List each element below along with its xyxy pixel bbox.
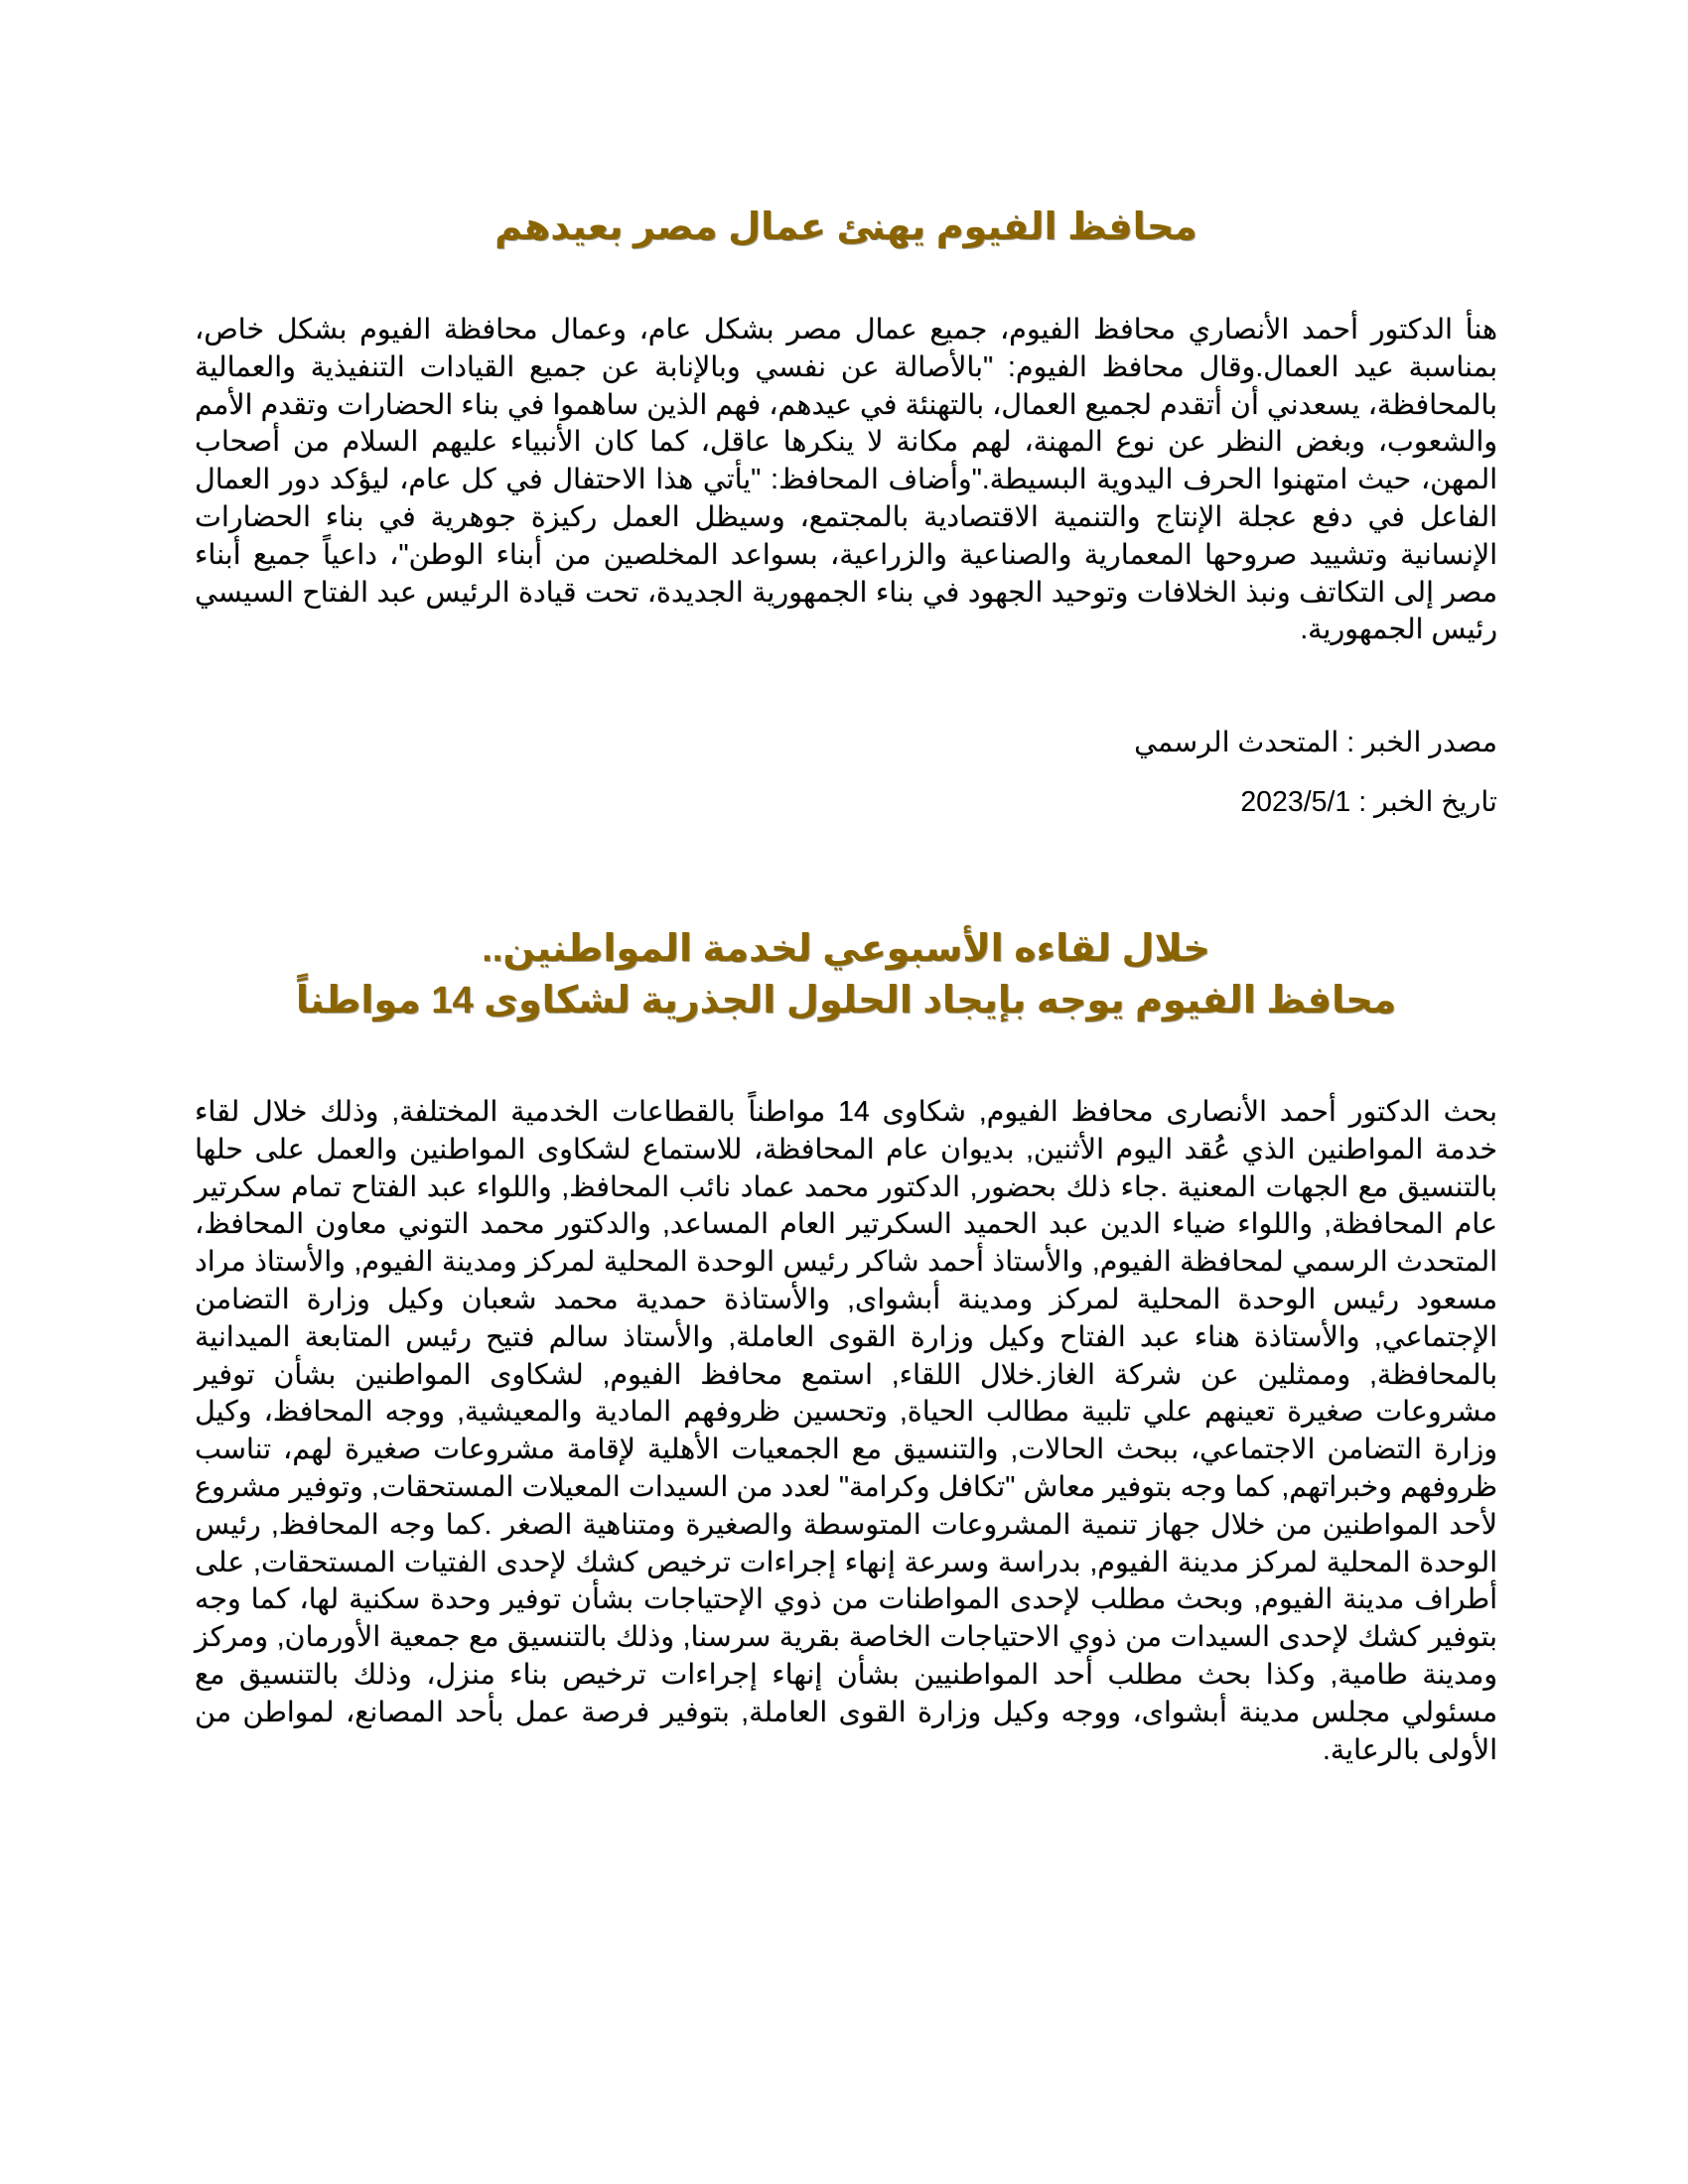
news-source: مصدر الخبر : المتحدث الرسمي (1134, 727, 1497, 758)
headline-line-2: محافظ الفيوم يوجه بإيجاد الحلول الجذرية لشكاوى 14 مواطناً (295, 980, 1397, 1022)
headline-line-1: خلال لقاءه الأسبوعي لخدمة المواطنين.. (482, 928, 1210, 970)
article-headline (195, 923, 1497, 1026)
article-headline: محافظ الفيوم يهنئ عمال مصر بعيدهم (494, 206, 1197, 248)
article-body: بحث الدكتور أحمد الأنصارى محافظ الفيوم, شكاوى 14 مواطناً بالقطاعات الخدمية المختلفة, وذلك خلال لقاء خدمة المواطنين الذي عُقد اليوم الأثنين, بديوان عام المحافظة، للاستماع لشكاوى المواطنين والعمل على حلها بالتنسيق مع الجهات المعنية .جاء ذلك بحضور, الدكتور محمد عماد نائب المحافظ, واللواء عبد الفتاح تمام سكرتير عام المحافظة, واللواء ضياء الدين عبد الحميد السكرتير العام المساعد, والدكتور محمد التوني معاون المحافظ، المتحدث الرسمي لمحافظة الفيوم, والأستاذ أحمد شاكر رئيس الوحدة المحلية لمركز ومدينة الفيوم, والأستاذ مراد مسعود رئيس الوحدة المحلية لمركز ومدينة أبشواى, والأستاذة حمدية محمد شعبان وكيل وزارة التضامن الإجتماعي, والأستاذة هناء عبد الفتاح وكيل وزارة القوى العاملة, والأستاذ سالم فتيح رئيس المتابعة الميدانية بالمحافظة, وممثلين عن شركة الغاز.خلال اللقاء, استمع محافظ الفيوم, لشكاوى المواطنين بشأن توفير مشروعات صغيرة تعينهم علي تلبية مطالب الحياة, وتحسين ظروفهم المادية والمعيشية, ووجه المحافظ، وكيل وزارة التضامن الاجتماعي، ببحث الحالات, والتنسيق مع الجمعيات الأهلية لإقامة مشروعات صغيرة لهم، تناسب ظروفهم وخبراتهم, كما وجه بتوفير معاش "تكافل وكرامة" لعدد من السيدات المعيلات المستحقات, وتوفير مشروع لأحد المواطنين من خلال جهاز تنمية المشروعات المتوسطة والصغيرة ومتناهية الصغر .كما وجه المحافظ, رئيس الوحدة المحلية لمركز مدينة الفيوم, بدراسة وسرعة إنهاء إجراءات ترخيص كشك لإحدى الفتيات المستحقات, على أطراف مدينة الفيوم, وبحث مطلب لإحدى المواطنات من ذوي الإحتياجات بشأن توفير وحدة سكنية لها، كما وجه بتوفير كشك لإحدى السيدات من ذوي الاحتياجات الخاصة بقرية سرسنا, وذلك بالتنسيق مع جمعية الأورمان, ومركز ومدينة طامية, وكذا بحث مطلب أحد المواطنيين بشأن إنهاء إجراءات ترخيص بناء منزل، وذلك بالتنسيق مع مسئولي مجلس مدينة أبشواى، ووجه وكيل وزارة القوى العاملة, بتوفير فرصة عمل بأحد المصانع، لمواطن من الأولى بالرعاية. (195, 1096, 1497, 1766)
article-body: هنأ الدكتور أحمد الأنصاري محافظ الفيوم، جميع عمال مصر بشكل عام، وعمال محافظة الفيوم بشكل خاص، بمناسبة عيد العمال.وقال محافظ الفيوم: "بالأصالة عن نفسي وبالإنابة عن جميع القيادات التنفيذية والعمالية بالمحافظة، يسعدني أن أتقدم لجميع العمال، بالتهنئة في عيدهم، فهم الذين ساهموا في بناء الحضارات وتقدم الأمم والشعوب، وبغض النظر عن نوع المهنة، لهم مكانة لا ينكرها عاقل، كما كان الأنبياء عليهم السلام من أصحاب المهن، حيث امتهنوا الحرف اليدوية البسيطة."وأضاف المحافظ: "يأتي هذا الاحتفال في كل عام، ليؤكد دور العمال الفاعل في دفع عجلة الإنتاج والتنمية الاقتصادية بالمجتمع، وسيظل العمل ركيزة جوهرية في بناء الحضارات الإنسانية وتشييد صروحها المعمارية والصناعية والزراعية، بسواعد المخلصين من أبناء الوطن"، داعياً جميع أبناء مصر إلى التكاتف ونبذ الخلافات وتوحيد الجهود في بناء الجمهورية الجديدة، تحت قيادة الرئيس عبد الفتاح السيسي رئيس الجمهورية. (195, 314, 1497, 646)
news-date: تاريخ الخبر : 2023/5/1 (1240, 786, 1497, 818)
